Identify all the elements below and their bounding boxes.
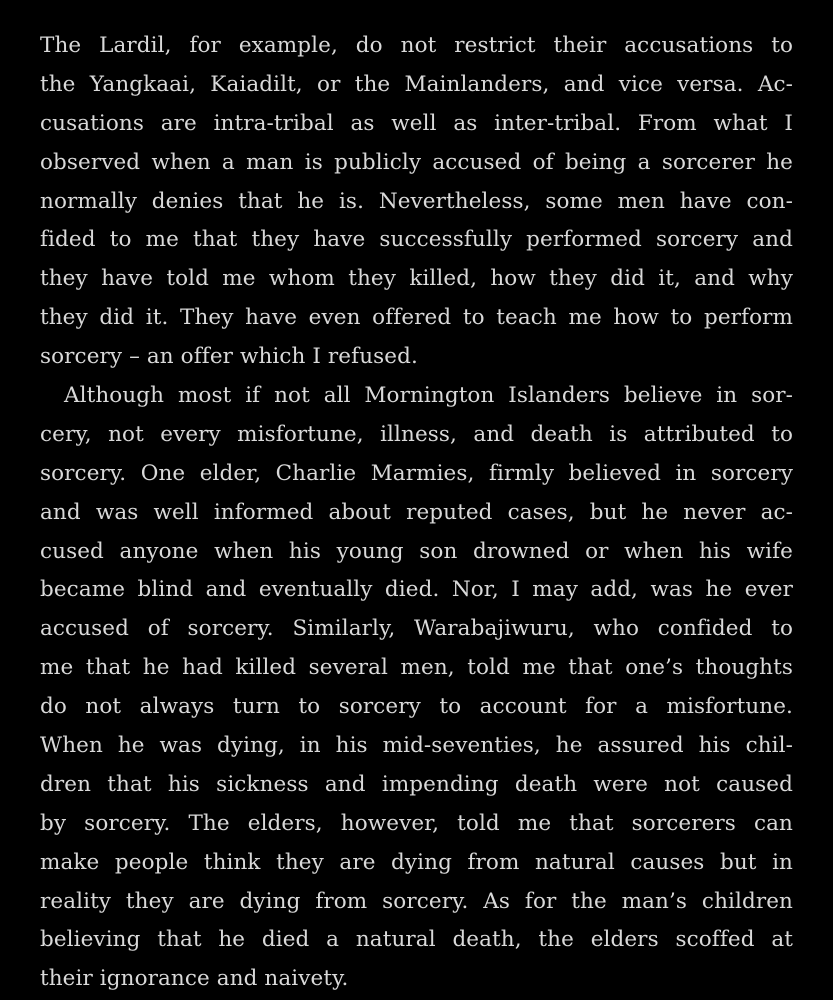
text-line: observed when a man is publicly accused of being a sorcerer he	[40, 149, 793, 175]
text-line: The Lardil, for example, do not restrict their accusations to	[40, 33, 793, 58]
text-line: dren that his sickness and impending death were not caused	[40, 771, 793, 797]
text-line: Although most if not all Mornington Islanders believe in sor-	[64, 383, 793, 409]
text-line: cusations are intra-tribal as well as inter-tribal. From what I	[40, 110, 793, 136]
text-line: When he was dying, in his mid-seventies, he assured his chil-	[40, 733, 793, 759]
text-line: the Yangkaai, Kaiadilt, or the Mainlanders, and vice versa. Ac-	[40, 71, 793, 97]
paragraph-2	[40, 377, 793, 999]
text-line: sorcery – an offer which I refused.	[40, 344, 418, 370]
text-line: became blind and eventually died. Nor, I may add, was he ever	[40, 577, 793, 603]
text-line: they have told me whom they killed, how they did it, and why	[40, 266, 793, 292]
text-line: and was well informed about reputed cases, but he never ac-	[40, 499, 793, 525]
document-page	[40, 27, 793, 999]
text-line: me that he had killed several men, told me that one’s thoughts	[40, 655, 793, 681]
text-line: fided to me that they have successfully performed sorcery and	[40, 227, 793, 253]
text-line: cused anyone when his young son drowned or when his wife	[40, 538, 793, 564]
text-line: sorcery. One elder, Charlie Marmies, firmly believed in sorcery	[40, 460, 793, 486]
text-line: normally denies that he is. Nevertheless, some men have con-	[40, 188, 793, 214]
text-line: their ignorance and naivety.	[40, 966, 349, 992]
text-line: do not always turn to sorcery to account for a misfortune.	[40, 694, 793, 720]
text-line: make people think they are dying from natural causes but in	[40, 849, 793, 875]
text-line: accused of sorcery. Similarly, Warabajiwuru, who confided to	[40, 616, 793, 642]
text-line: cery, not every misfortune, illness, and death is attributed to	[40, 421, 793, 447]
text-line: believing that he died a natural death, the elders scoffed at	[40, 927, 793, 953]
text-line: they did it. They have even offered to teach me how to perform	[40, 305, 793, 331]
text-line: reality they are dying from sorcery. As for the man’s children	[40, 888, 793, 914]
paragraph-1	[40, 27, 793, 377]
text-line: by sorcery. The elders, however, told me that sorcerers can	[40, 810, 793, 836]
